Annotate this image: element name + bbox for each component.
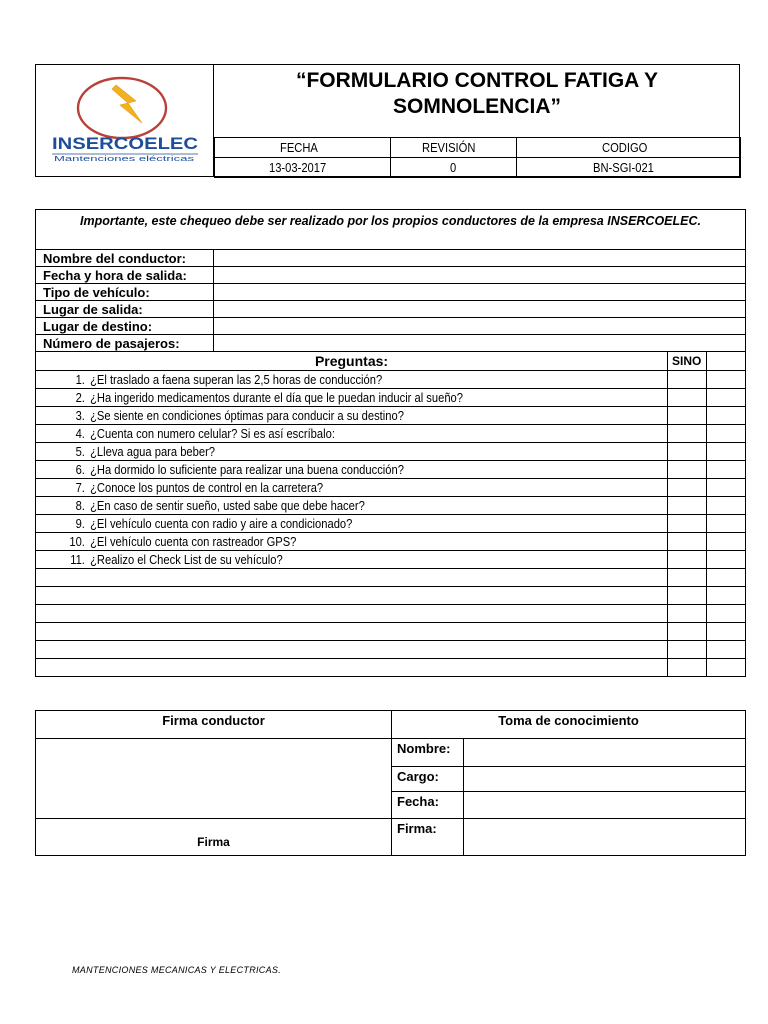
field-row [36,284,746,301]
answer-no-cell[interactable] [707,407,746,425]
answer-no-cell[interactable] [707,587,746,605]
ack-label: Nombre: [392,739,464,767]
acknowledgement-header: Toma de conocimiento [392,711,746,739]
driver-signature-box[interactable] [36,739,392,819]
question-text-cell [36,605,668,623]
answer-si-cell[interactable] [668,659,707,677]
question-number: 10. [69,534,85,549]
answer-no-cell[interactable] [707,605,746,623]
answer-no-cell[interactable] [707,371,746,389]
fatigue-checklist-table [35,209,746,677]
ack-label: Firma: [392,819,464,856]
question-text-cell [36,389,668,407]
question-number: 9. [75,516,85,531]
field-row [36,267,746,284]
blank-row [36,641,746,659]
question-row [36,425,746,443]
question-text-cell [36,569,668,587]
answer-si-cell[interactable] [668,389,707,407]
answer-si-cell[interactable] [668,641,707,659]
answer-si-cell[interactable] [668,479,707,497]
footer-text: MANTENCIONES MECANICAS Y ELECTRICAS. [72,965,282,975]
answer-no-cell[interactable] [707,533,746,551]
logo-tagline-text: Mantenciones eléctricas [54,154,195,163]
field-label: Nombre del conductor: [36,250,214,267]
question-text-cell [36,479,668,497]
question-text: ¿Realizo el Check List de su vehículo? [90,552,283,567]
destination-input[interactable] [214,318,746,335]
question-text-cell [36,371,668,389]
notice-row [36,210,746,250]
departure-place-input[interactable] [214,301,746,318]
meta-value-revision: 0 [391,158,517,178]
answer-si-cell[interactable] [668,605,707,623]
departure-datetime-input[interactable] [214,267,746,284]
question-number: 3. [75,408,85,423]
field-label: Lugar de salida: [36,301,214,318]
blank-row [36,659,746,677]
answer-no-cell[interactable] [707,623,746,641]
question-text-cell [36,551,668,569]
question-text: ¿Lleva agua para beber? [90,444,216,459]
answer-no-cell[interactable] [707,461,746,479]
ack-signature-input[interactable] [464,819,746,856]
question-row [36,407,746,425]
document-meta-table [214,137,741,178]
blank-row [36,569,746,587]
question-text-cell [36,407,668,425]
ack-name-input[interactable] [464,739,746,767]
question-number: 5. [75,444,85,459]
field-row [36,250,746,267]
meta-value-codigo: BN-SGI-021 [517,158,741,178]
ack-date-input[interactable] [464,792,746,819]
answer-si-cell[interactable] [668,551,707,569]
ack-row [36,739,746,767]
field-row [36,318,746,335]
meta-header-fecha: FECHA [215,138,391,158]
question-text: ¿El vehículo cuenta con radio y aire a condicionado? [90,516,353,531]
field-row [36,301,746,318]
question-text-cell [36,659,668,677]
field-label: Número de pasajeros: [36,335,214,352]
signature-table [35,710,746,856]
company-logo [36,65,212,175]
question-text: ¿El traslado a faena superan las 2,5 horas de conducción? [90,372,383,387]
question-text-cell [36,587,668,605]
meta-value-fecha: 13-03-2017 [215,158,391,178]
question-text: ¿En caso de sentir sueño, usted sabe que debe hacer? [90,498,365,513]
meta-header-revision: REVISIÓN [391,138,517,158]
question-number: 7. [75,480,85,495]
form-title: “FORMULARIO CONTROL FATIGA Y SOMNOLENCIA” [295,69,659,118]
ack-position-input[interactable] [464,767,746,792]
passenger-count-input[interactable] [214,335,746,352]
answer-no-cell[interactable] [707,497,746,515]
blank-row [36,587,746,605]
vehicle-type-input[interactable] [214,284,746,301]
answer-si-cell[interactable] [668,497,707,515]
answer-si-cell[interactable] [668,533,707,551]
logo-brand-text: INSERCOELEC [52,134,198,153]
question-text-cell [36,623,668,641]
question-text-cell [36,461,668,479]
ack-label: Fecha: [392,792,464,819]
question-row [36,497,746,515]
question-text: ¿Cuenta con numero celular? Si es así escríbalo: [90,426,335,441]
questions-body [36,371,746,677]
ack-row [36,819,746,856]
question-row [36,551,746,569]
field-label: Lugar de destino: [36,318,214,335]
question-text-cell [36,443,668,461]
question-row [36,479,746,497]
field-row [36,335,746,352]
answer-no-cell[interactable] [707,443,746,461]
questions-header: Preguntas: [36,352,668,371]
no-column-header [707,352,746,371]
question-text-cell [36,515,668,533]
firma-label: Firma [36,819,392,856]
answer-no-cell[interactable] [707,515,746,533]
answer-no-cell[interactable] [707,479,746,497]
meta-header-row [215,138,741,158]
question-row [36,389,746,407]
answer-si-cell[interactable] [668,515,707,533]
driver-signature-header: Firma conductor [36,711,392,739]
question-number: 2. [75,390,85,405]
question-number: 4. [75,426,85,441]
answer-no-cell[interactable] [707,389,746,407]
blank-row [36,623,746,641]
field-label: Tipo de vehículo: [36,284,214,301]
driver-name-input[interactable] [214,250,746,267]
question-number: 1. [75,372,85,387]
answer-si-cell[interactable] [668,443,707,461]
question-text: ¿Conoce los puntos de control en la carretera? [90,480,324,495]
question-row [36,461,746,479]
answer-si-cell[interactable] [668,623,707,641]
answer-no-cell[interactable] [707,569,746,587]
questions-header-row [36,352,746,371]
answer-no-cell[interactable] [707,425,746,443]
question-row [36,443,746,461]
question-text-cell [36,641,668,659]
question-text: ¿Se siente en condiciones óptimas para conducir a su destino? [90,408,404,423]
answer-si-cell[interactable] [668,461,707,479]
question-text: ¿Ha dormido lo suficiente para realizar una buena conducción? [90,462,404,477]
question-row [36,371,746,389]
answer-si-cell[interactable] [668,569,707,587]
question-text: ¿El vehículo cuenta con rastreador GPS? [90,534,297,549]
question-number: 6. [75,462,85,477]
question-row [36,533,746,551]
meta-header-codigo: CODIGO [517,138,741,158]
answer-si-cell[interactable] [668,425,707,443]
ack-label: Cargo: [392,767,464,792]
question-text-cell [36,533,668,551]
answer-si-cell[interactable] [668,587,707,605]
question-number: 8. [75,498,85,513]
meta-value-row [215,158,741,178]
blank-row [36,605,746,623]
answer-no-cell[interactable] [707,551,746,569]
signature-header-row [36,711,746,739]
si-column-header: SINO [668,352,707,371]
document-header [35,64,740,177]
question-text: ¿Ha ingerido medicamentos durante el día que le puedan inducir al sueño? [90,390,463,405]
question-text-cell [36,497,668,515]
answer-no-cell[interactable] [707,659,746,677]
answer-si-cell[interactable] [668,407,707,425]
answer-no-cell[interactable] [707,641,746,659]
question-text-cell [36,425,668,443]
company-logo-cell [36,65,214,176]
question-row [36,515,746,533]
field-label: Fecha y hora de salida: [36,267,214,284]
answer-si-cell[interactable] [668,371,707,389]
question-number: 11. [70,552,85,567]
notice-text: Importante, este chequeo debe ser realizado por los propios conductores de la empresa INSERCOELEC. [36,210,746,250]
